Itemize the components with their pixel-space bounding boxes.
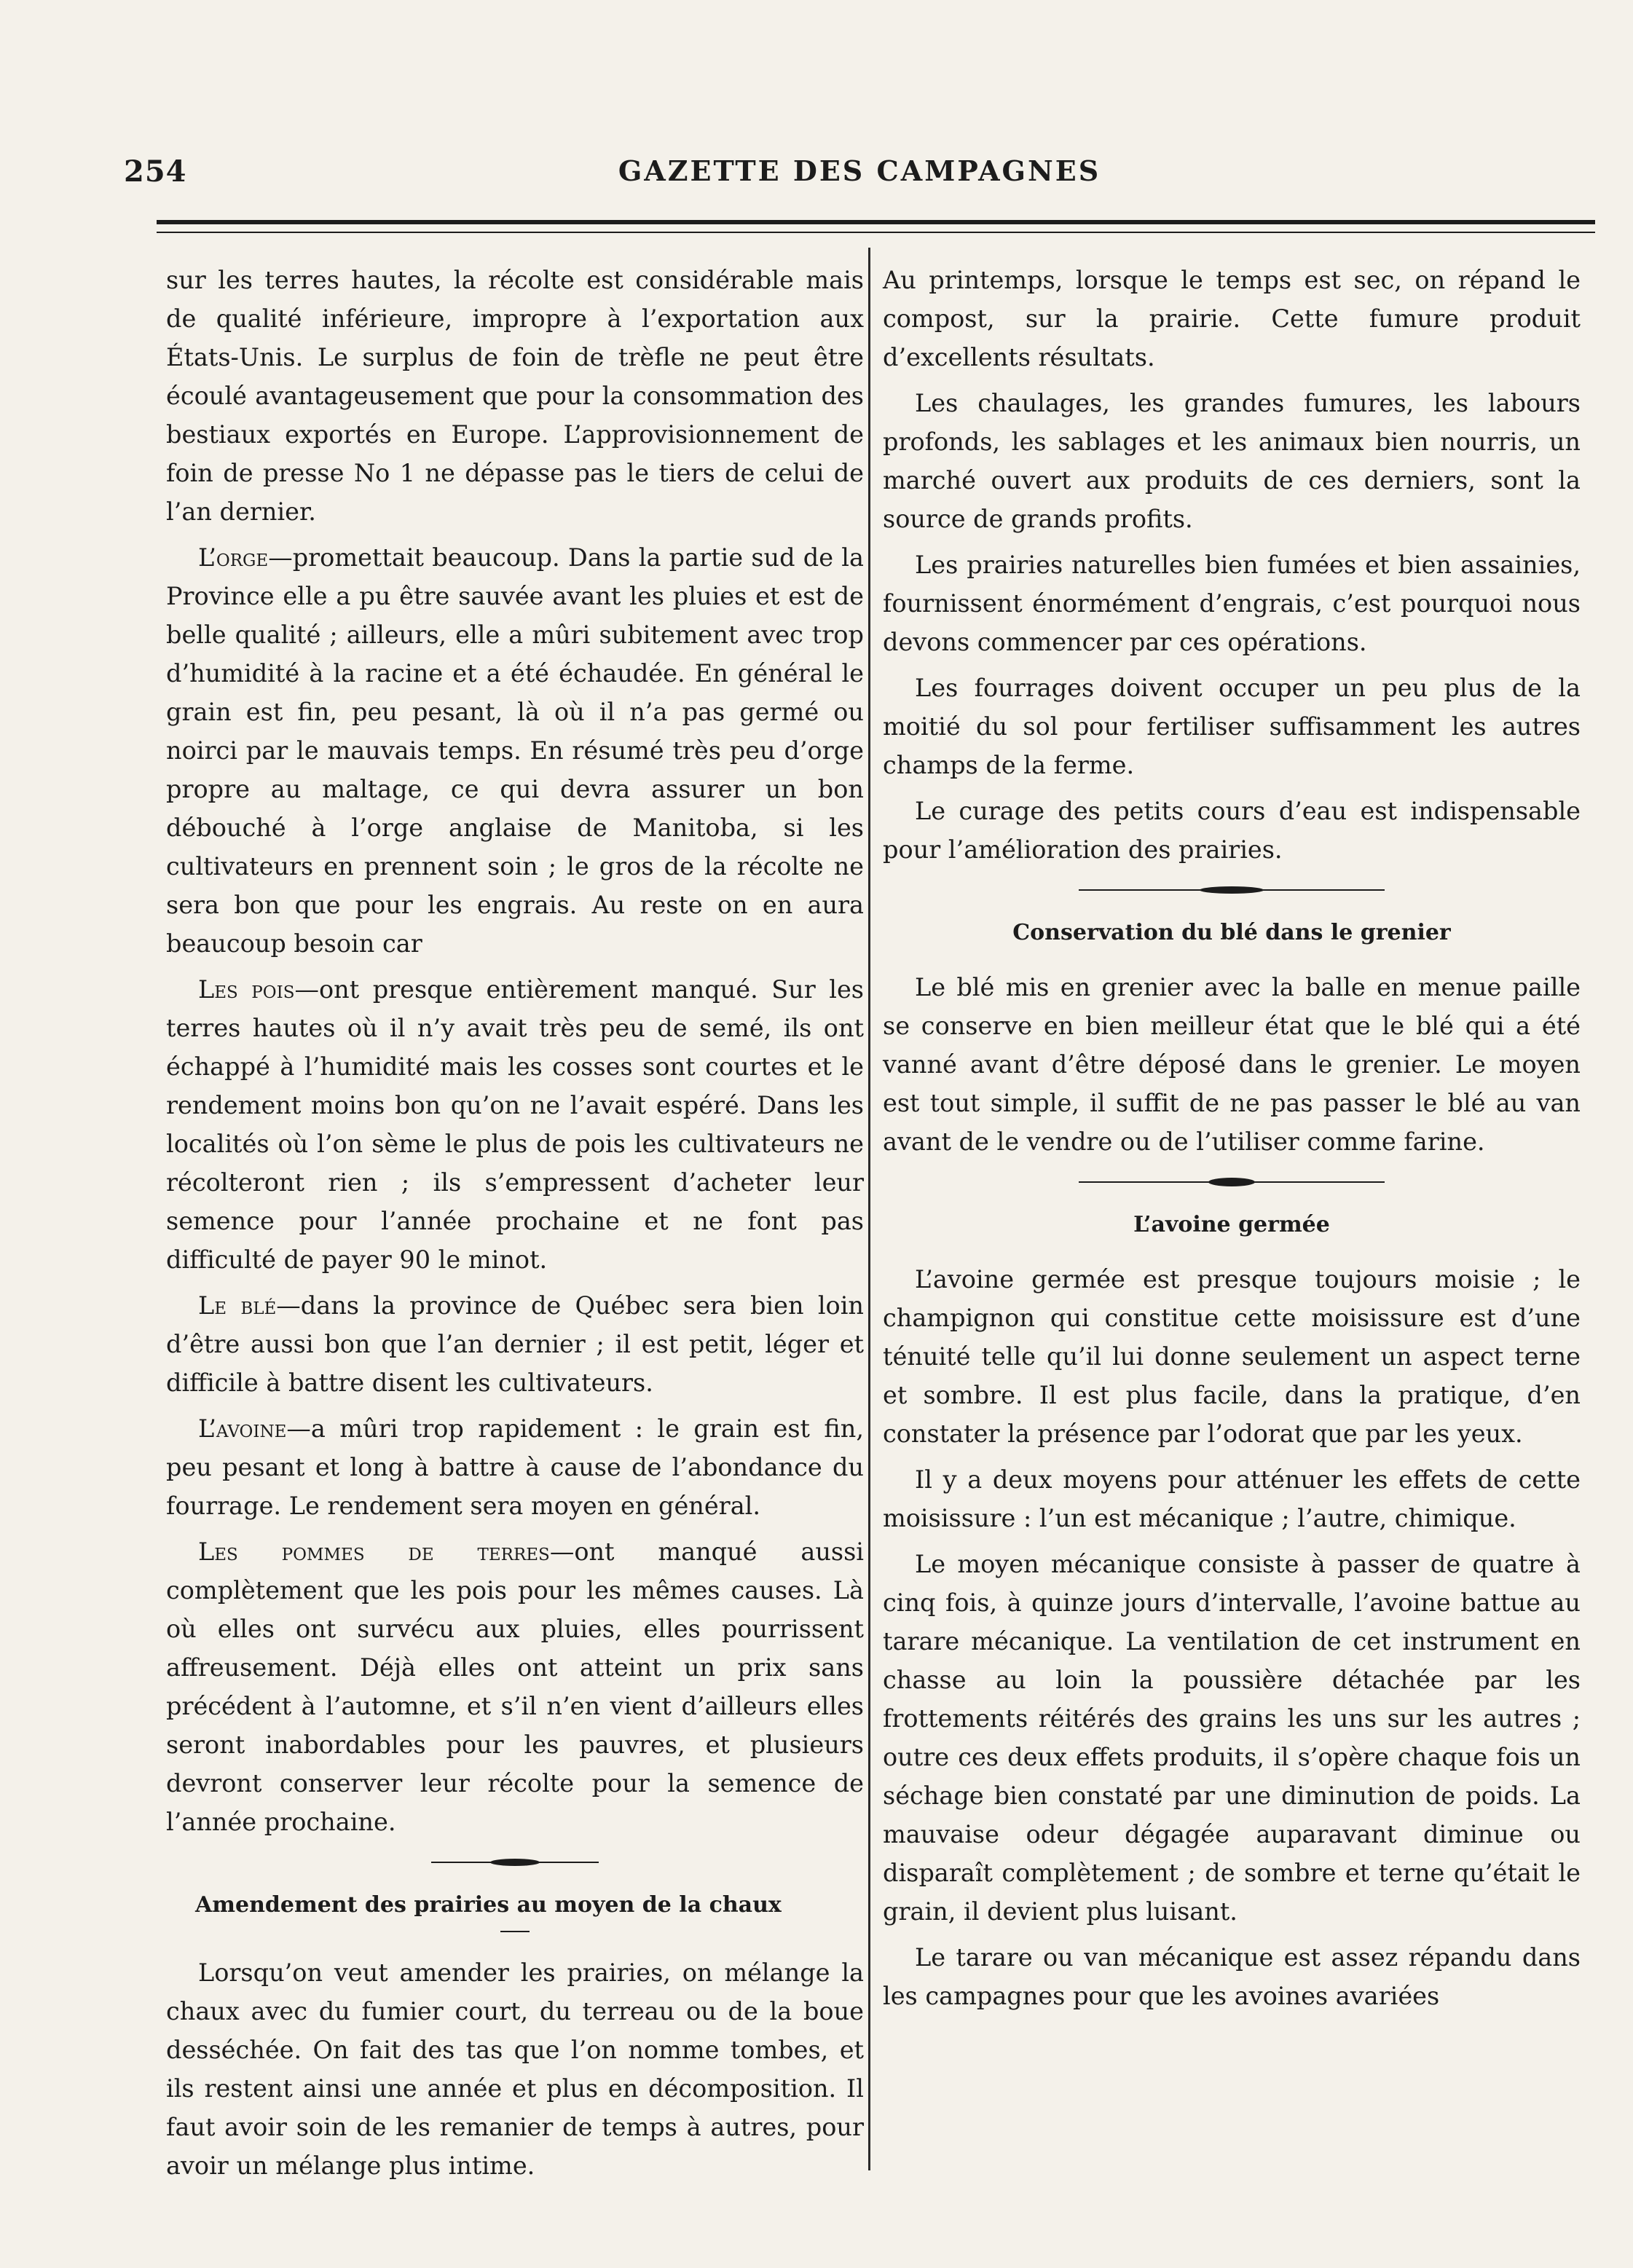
paragraph: Au printemps, lorsque le temps est sec, on répand le compost, sur la prairie. Cette fumure produit d’excellents résultats.: [883, 266, 1581, 371]
page-header: [124, 154, 1595, 205]
paragraph: [166, 970, 864, 1279]
paragraph: Il y a deux moyens pour atténuer les effets de cette moisissure : l’un est mécanique ; l’autre, chimique.: [883, 1465, 1581, 1532]
section-title: Amendement des prairies au moyen de la chaux: [195, 1892, 782, 1918]
title-dash: [166, 1930, 864, 1933]
paragraph: L’avoine germée est presque toujours moisie ; le champignon qui constitue cette moisissure est d’une ténuité telle qu’il lui donne seulement un aspect terne et sombre. Il est plus facile, dans la pratique, d’en constater la présence par l’odorat que par les yeux.: [883, 1265, 1581, 1448]
paragraph-body: —dans la province de Québec sera bien loin d’être aussi bon que l’an dernier ; il est petit, léger et difficile à battre disent les cultivateurs.: [166, 1291, 864, 1397]
paragraph: Le curage des petits cours d’eau est indispensable pour l’amélioration des prairies.: [883, 797, 1581, 864]
column-divider: [868, 248, 870, 2170]
header-rule-thick: [157, 220, 1595, 224]
paragraph-lead: L’avoine: [198, 1414, 287, 1443]
paragraph: Le tarare ou van mécanique est assez répandu dans les campagnes pour que les avoines avariées: [883, 1943, 1581, 2010]
paragraph: [166, 1409, 864, 1525]
section-ornament: [166, 1857, 864, 1867]
paragraph: Les fourrages doivent occuper un peu plus de la moitié du sol pour fertiliser suffisamment les autres champs de la ferme.: [883, 674, 1581, 779]
page-number: 254: [124, 154, 187, 189]
paragraph: [166, 1286, 864, 1402]
paragraph-lead: Le blé: [198, 1291, 277, 1320]
paragraph-lead: L’orge: [198, 543, 269, 572]
paragraph-body: —ont presque entièrement manqué. Sur les terres hautes où il n’y avait très peu de semé, ils ont échappé à l’humidité mais les cosses sont courtes et le rendement moins bon qu’on ne l’avait espéré. Dans les localités où l’on sème le plus de pois les cultivateurs ne récolteront rien ; ils s’empressent d’acheter leur semence pour l’année prochaine et ne font pas difficulté de payer 90 le minot.: [166, 975, 864, 1274]
left-column: [166, 261, 864, 2192]
paragraph: Le blé mis en grenier avec la balle en menue paille se conserve en bien meilleur état que le blé qui a été vanné avant d’être déposé dans le grenier. Le moyen est tout simple, il suffit de ne pas passer le blé au van avant de le vendre ou de l’utiliser comme farine.: [883, 973, 1581, 1156]
paragraph: Les prairies naturelles bien fumées et bien assainies, fournissent énormément d’engrais, c’est pourquoi nous devons commencer par ces opérations.: [883, 551, 1581, 656]
paragraph: Les chaulages, les grandes fumures, les labours profonds, les sablages et les animaux bien nourris, un marché ouvert aux produits de ces derniers, sont la source de grands profits.: [883, 389, 1581, 533]
paragraph-lead: Les pommes de terres: [198, 1537, 550, 1566]
paragraph: sur les terres hautes, la récolte est considérable mais de qualité inférieure, impropre à l’exportation aux États-Unis. Le surplus de foin de trèfle ne peut être écoulé avantageusement que pour la consommation des bestiaux exportés en Europe. L’approvisionnement de foin de presse No 1 ne dépasse pas le tiers de celui de l’an dernier.: [166, 266, 864, 526]
right-column: [883, 261, 1581, 2023]
section-title: L’avoine germée: [1133, 1212, 1330, 1237]
paragraph: [166, 538, 864, 963]
header-rule-thin: [157, 232, 1595, 233]
running-title: GAZETTE DES CAMPAGNES: [618, 154, 1101, 187]
section-title: Conservation du blé dans le grenier: [1012, 920, 1451, 945]
section-ornament: [883, 885, 1581, 895]
paragraph-body: —a mûri trop rapidement : le grain est fin, peu pesant et long à battre à cause de l’abondance du fourrage. Le rendement sera moyen en général.: [166, 1414, 864, 1520]
paragraph-lead: Les pois: [198, 975, 295, 1004]
paragraph-body: —ont manqué aussi complètement que les pois pour les mêmes causes. Là où elles ont survécu aux pluies, elles pourrissent affreusement. Déjà elles ont atteint un prix sans précédent à l’automne, et s’il n’en vient d’ailleurs elles seront inabordables pour les pauvres, et plusieurs devront conserver leur récolte pour la semence de l’année prochaine.: [166, 1537, 864, 1836]
paragraph: [166, 1532, 864, 1841]
paragraph: Le moyen mécanique consiste à passer de quatre à cinq fois, à quinze jours d’intervalle, l’avoine battue au tarare mécanique. La ventilation de cet instrument en chasse au loin la poussière détachée par les frottements réitérés des grains les uns sur les autres ; outre ces deux effets produits, il s’opère chaque fois un séchage bien constaté par une diminution de poids. La mauvaise odeur dégagée auparavant diminue ou disparaît complètement ; de sombre et terne qu’était le grain, il devient plus luisant.: [883, 1550, 1581, 1926]
paragraph: Lorsqu’on veut amender les prairies, on mélange la chaux avec du fumier court, du terreau ou de la boue desséchée. On fait des tas que l’on nomme tombes, et ils restent ainsi une année et plus en décomposition. Il faut avoir soin de les remanier de temps à autres, pour avoir un mélange plus intime.: [166, 1958, 864, 2180]
paragraph-body: —promettait beaucoup. Dans la partie sud de la Province elle a pu être sauvée avant les pluies et est de belle qualité ; ailleurs, elle a mûri subitement avec trop d’humidité à la racine et a été échaudée. En général le grain est fin, peu pesant, là où il n’a pas germé ou noirci par le mauvais temps. En résumé très peu d’orge propre au maltage, ce qui devra assurer un bon débouché à l’orge anglaise de Manitoba, si les cultivateurs en prennent soin ; le gros de la récolte ne sera bon que pour les engrais. Au reste on en aura beaucoup besoin car: [166, 543, 864, 958]
section-ornament: [883, 1177, 1581, 1187]
